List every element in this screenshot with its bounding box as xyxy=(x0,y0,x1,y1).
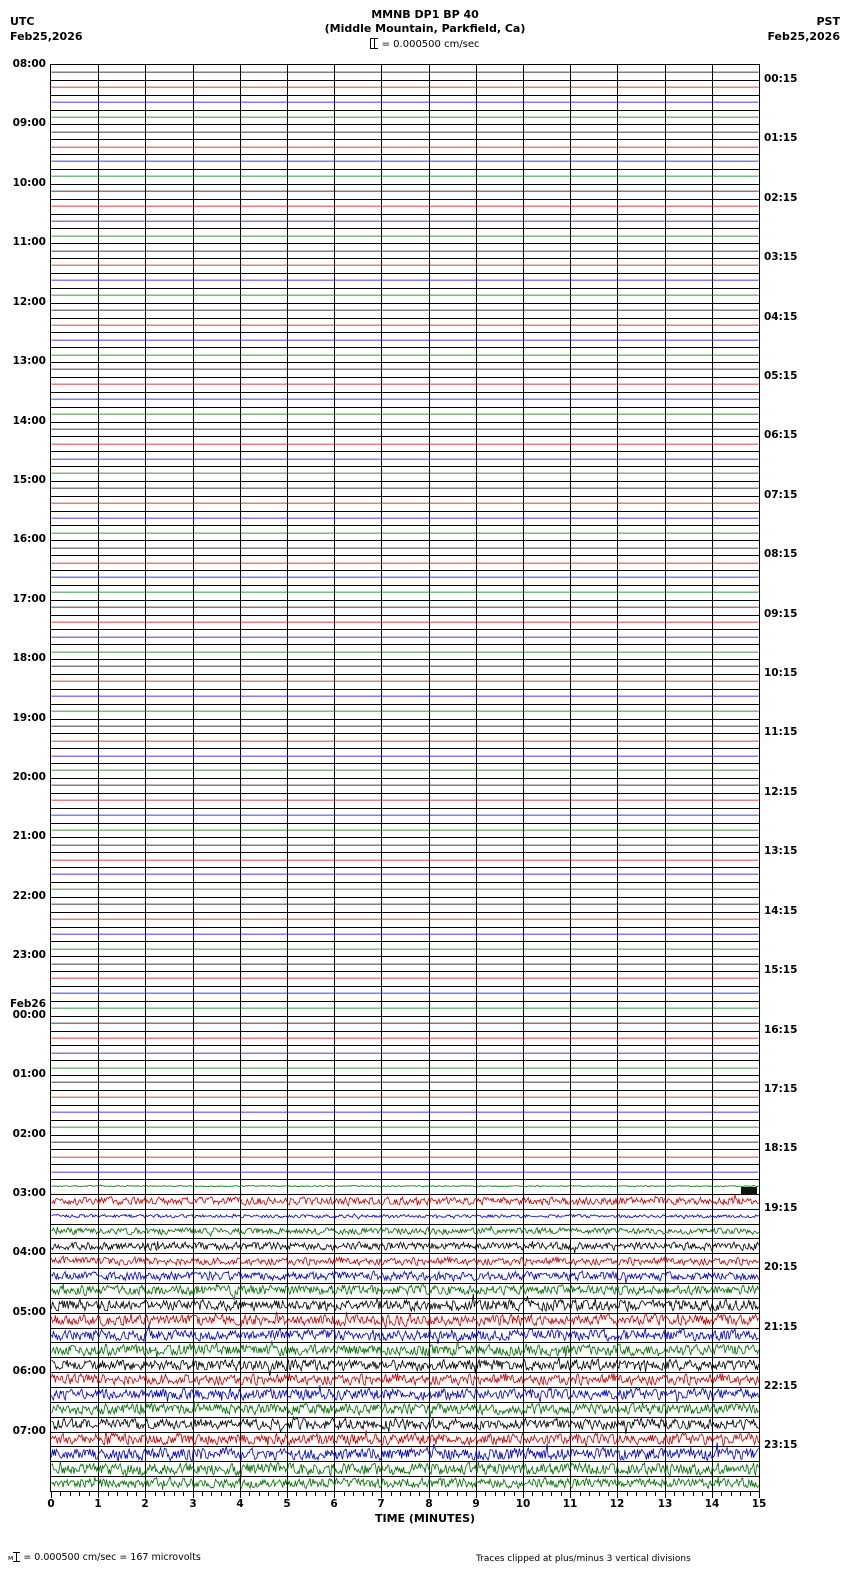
header-left-timezone: UTC xyxy=(10,15,35,28)
x-axis-minor-tick xyxy=(136,1492,137,1496)
x-axis-minor-tick xyxy=(589,1492,590,1496)
time-label-pst: 00:15 xyxy=(764,72,798,85)
scale-legend xyxy=(0,38,850,50)
time-label-pst: 11:15 xyxy=(764,726,798,739)
event-burst-marker xyxy=(741,1187,757,1195)
x-axis-minor-tick xyxy=(466,1492,467,1496)
x-axis-minor-tick xyxy=(296,1492,297,1496)
x-axis-minor-tick xyxy=(646,1492,647,1496)
seismogram-plot-area xyxy=(50,64,760,1492)
time-label-pst: 12:15 xyxy=(764,785,798,798)
x-axis-minor-tick xyxy=(740,1492,741,1496)
x-axis-minor-tick xyxy=(655,1492,656,1496)
x-axis-tick-label: 6 xyxy=(330,1498,338,1510)
x-axis-minor-tick xyxy=(447,1492,448,1496)
x-axis-minor-tick xyxy=(693,1492,694,1496)
time-label-utc: 22:00 xyxy=(12,889,46,902)
time-label-utc: 02:00 xyxy=(12,1127,46,1140)
time-label-utc: 09:00 xyxy=(12,117,46,130)
x-axis-minor-tick xyxy=(551,1492,552,1496)
scale-bar-icon xyxy=(370,38,378,49)
x-axis-minor-tick xyxy=(514,1492,515,1496)
time-label-pst: 08:15 xyxy=(764,548,798,561)
x-axis-minor-tick xyxy=(608,1492,609,1496)
x-axis-minor-tick xyxy=(410,1492,411,1496)
x-axis-tick-label: 7 xyxy=(377,1498,385,1510)
x-axis-minor-tick xyxy=(683,1492,684,1496)
time-label-pst: 14:15 xyxy=(764,904,798,917)
x-axis-minor-tick xyxy=(202,1492,203,1496)
x-axis-minor-tick xyxy=(561,1492,562,1496)
x-axis-minor-tick xyxy=(268,1492,269,1496)
x-axis-minor-tick xyxy=(636,1492,637,1496)
time-label-utc: 05:00 xyxy=(12,1305,46,1318)
x-axis-minor-tick xyxy=(183,1492,184,1496)
x-axis-minor-tick xyxy=(363,1492,364,1496)
x-axis-minor-tick xyxy=(249,1492,250,1496)
footer-clip-note: Traces clipped at plus/minus 3 vertical divisions xyxy=(476,1554,691,1564)
page-subtitle: (Middle Mountain, Parkfield, Ca) xyxy=(324,22,526,35)
time-label-utc: 19:00 xyxy=(12,711,46,724)
time-label-pst: 04:15 xyxy=(764,310,798,323)
x-axis-tick-label: 11 xyxy=(562,1498,578,1510)
x-axis-minor-tick xyxy=(325,1492,326,1496)
x-axis-minor-tick xyxy=(457,1492,458,1496)
x-axis-minor-tick xyxy=(164,1492,165,1496)
x-axis-minor-tick xyxy=(702,1492,703,1496)
x-axis-minor-tick xyxy=(89,1492,90,1496)
header-right-date: Feb25,2026 xyxy=(767,30,840,43)
x-axis-minor-tick xyxy=(344,1492,345,1496)
time-label-utc: 15:00 xyxy=(12,473,46,486)
x-axis-minor-tick xyxy=(315,1492,316,1496)
time-label-utc: 23:00 xyxy=(12,949,46,962)
footer-scale-note xyxy=(8,1552,201,1563)
time-label-pst: 10:15 xyxy=(764,667,798,680)
x-axis-minor-tick xyxy=(70,1492,71,1496)
x-axis-minor-tick xyxy=(750,1492,751,1496)
chart-header xyxy=(0,0,850,60)
x-axis-minor-tick xyxy=(721,1492,722,1496)
footer-scale-text: = 0.000500 cm/sec = 167 microvolts xyxy=(23,1552,201,1563)
x-axis-tick-label: 2 xyxy=(141,1498,149,1510)
time-label-utc: 12:00 xyxy=(12,295,46,308)
time-label-utc: 00:00 xyxy=(12,1008,46,1021)
x-axis-minor-tick xyxy=(79,1492,80,1496)
x-axis-minor-tick xyxy=(306,1492,307,1496)
time-label-pst: 23:15 xyxy=(764,1439,798,1452)
time-label-pst: 09:15 xyxy=(764,607,798,620)
time-label-utc: 18:00 xyxy=(12,652,46,665)
x-axis-minor-tick xyxy=(372,1492,373,1496)
time-label-utc: Feb26 xyxy=(10,997,46,1010)
x-axis-tick-label: 15 xyxy=(751,1498,767,1510)
x-axis-minor-tick xyxy=(230,1492,231,1496)
x-axis-minor-tick xyxy=(259,1492,260,1496)
time-label-pst: 03:15 xyxy=(764,251,798,264)
x-axis-tick-label: 0 xyxy=(47,1498,55,1510)
time-label-utc: 16:00 xyxy=(12,533,46,546)
time-label-utc: 14:00 xyxy=(12,414,46,427)
header-left-date: Feb25,2026 xyxy=(10,30,83,43)
time-label-utc: 11:00 xyxy=(12,236,46,249)
time-label-pst: 18:15 xyxy=(764,1142,798,1155)
time-label-utc: 08:00 xyxy=(12,58,46,70)
x-axis-minor-tick xyxy=(155,1492,156,1496)
time-label-pst: 13:15 xyxy=(764,845,798,858)
time-label-utc: 01:00 xyxy=(12,1068,46,1081)
footer-scale-bar-icon xyxy=(13,1552,20,1562)
time-label-utc: 21:00 xyxy=(12,830,46,843)
x-axis-minor-tick xyxy=(485,1492,486,1496)
x-axis-tick-label: 3 xyxy=(189,1498,197,1510)
page-title: MMNB DP1 BP 40 xyxy=(371,8,479,21)
x-axis-minor-tick xyxy=(221,1492,222,1496)
x-axis-tick-label: 10 xyxy=(515,1498,531,1510)
time-label-pst: 05:15 xyxy=(764,369,798,382)
header-right-timezone: PST xyxy=(816,15,840,28)
x-axis-minor-tick xyxy=(495,1492,496,1496)
x-axis-minor-tick xyxy=(391,1492,392,1496)
scale-legend-text: = 0.000500 cm/sec xyxy=(381,39,480,50)
x-axis-tick-label: 4 xyxy=(236,1498,244,1510)
time-label-utc: 07:00 xyxy=(12,1424,46,1437)
time-label-pst: 20:15 xyxy=(764,1261,798,1274)
x-axis-minor-tick xyxy=(532,1492,533,1496)
x-axis-tick-label: 8 xyxy=(425,1498,433,1510)
x-axis-minor-tick xyxy=(60,1492,61,1496)
time-label-pst: 16:15 xyxy=(764,1023,798,1036)
header-title-block xyxy=(0,8,850,36)
time-label-pst: 15:15 xyxy=(764,964,798,977)
x-axis-tick-label: 13 xyxy=(657,1498,673,1510)
time-label-pst: 21:15 xyxy=(764,1320,798,1333)
time-label-pst: 07:15 xyxy=(764,488,798,501)
time-label-pst: 06:15 xyxy=(764,429,798,442)
time-label-utc: 10:00 xyxy=(12,176,46,189)
x-axis-minor-tick xyxy=(438,1492,439,1496)
time-label-pst: 01:15 xyxy=(764,132,798,145)
x-axis-minor-tick xyxy=(627,1492,628,1496)
time-label-utc: 06:00 xyxy=(12,1365,46,1378)
x-axis-minor-tick xyxy=(117,1492,118,1496)
x-axis-minor-tick xyxy=(174,1492,175,1496)
x-axis-minor-tick xyxy=(127,1492,128,1496)
x-axis xyxy=(47,1492,767,1510)
x-axis-minor-tick xyxy=(419,1492,420,1496)
x-axis-tick-label: 5 xyxy=(283,1498,291,1510)
x-axis-title: TIME (MINUTES) xyxy=(374,1512,476,1525)
x-axis-minor-tick xyxy=(211,1492,212,1496)
x-axis-tick-label: 9 xyxy=(472,1498,480,1510)
x-axis-minor-tick xyxy=(542,1492,543,1496)
time-label-utc: 03:00 xyxy=(12,1186,46,1199)
time-label-pst: 22:15 xyxy=(764,1380,798,1393)
x-axis-minor-tick xyxy=(108,1492,109,1496)
x-axis-minor-tick xyxy=(400,1492,401,1496)
x-axis-tick-label: 1 xyxy=(94,1498,102,1510)
x-axis-minor-tick xyxy=(599,1492,600,1496)
time-label-utc: 04:00 xyxy=(12,1246,46,1259)
time-label-utc: 13:00 xyxy=(12,355,46,368)
time-label-pst: 19:15 xyxy=(764,1201,798,1214)
time-label-utc: 17:00 xyxy=(12,592,46,605)
x-axis-minor-tick xyxy=(353,1492,354,1496)
x-axis-minor-tick xyxy=(731,1492,732,1496)
time-label-pst: 17:15 xyxy=(764,1082,798,1095)
x-axis-minor-tick xyxy=(504,1492,505,1496)
time-label-pst: 02:15 xyxy=(764,191,798,204)
footer-scale-prefix: м xyxy=(8,1554,14,1562)
x-axis-minor-tick xyxy=(674,1492,675,1496)
x-axis-minor-tick xyxy=(278,1492,279,1496)
x-axis-tick-label: 14 xyxy=(704,1498,720,1510)
time-label-utc: 20:00 xyxy=(12,771,46,783)
seismogram-trace xyxy=(51,1469,759,1492)
x-axis-minor-tick xyxy=(580,1492,581,1496)
x-axis-tick-label: 12 xyxy=(609,1498,625,1510)
